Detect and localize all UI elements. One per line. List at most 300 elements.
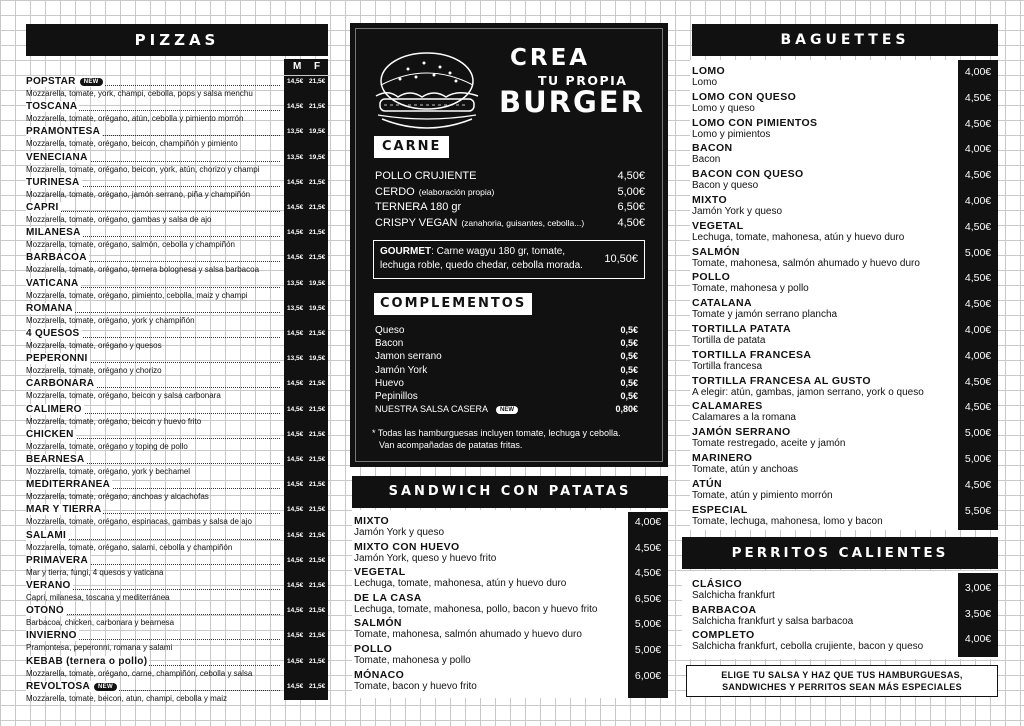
perritos-header [682, 537, 998, 569]
complemento-item [375, 351, 638, 362]
baguettes-title: BAGUETTES [780, 32, 910, 48]
item-name: JAMÓN SERRANO [692, 426, 791, 439]
pizza-description: Mozzarella, tomate, orégano, york y bechamel [26, 467, 191, 476]
menu-item [354, 541, 496, 565]
pizza-name: VATICANA [26, 277, 79, 289]
item-price: 4,50€ [964, 272, 992, 285]
pizza-name: REVOLTOSA NEW [26, 681, 119, 692]
gourmet-description: : Carne wagyu 180 gr, tomate, lechuga roble, quedo chedar, cebolla morada. [380, 246, 583, 271]
gourmet-label: GOURMET [380, 246, 432, 257]
salsa-note-box [686, 665, 998, 697]
item-description: Tomate, mahonesa y pollo [692, 283, 809, 295]
item-description: Tomate, mahonesa, salmón ahumado y huevo duro [354, 629, 582, 641]
item-price: 4,50€ [964, 401, 992, 414]
menu-item [692, 578, 775, 602]
item-price: 5,00€ [634, 618, 662, 631]
pizza-description: Mozzarella, tomate, orégano, atún, cebolla y pimiento morrón [26, 114, 244, 124]
item-price: 5,00€ [964, 246, 992, 259]
pizza-row [26, 429, 328, 454]
item-description: Tomate, mahonesa y pollo [354, 655, 471, 666]
complemento-name: Bacon [375, 338, 404, 350]
carne-name: TERNERA 180 gr [375, 201, 462, 213]
pizza-name: MEDITERRÁNEA [26, 479, 111, 491]
item-description: Tomate restregado, aceite y jamón [692, 438, 846, 450]
complemento-name: Jamon serrano [375, 351, 442, 363]
pizza-name: TURINESA [26, 176, 80, 188]
complemento-item [375, 404, 638, 415]
pizza-row [26, 126, 328, 151]
item-name: COMPLETO [692, 629, 755, 641]
pizza-name: CAPRI [26, 202, 59, 213]
perritos-title: PERRITOS CALIENTES [731, 545, 949, 561]
item-price: 6,50€ [634, 592, 662, 605]
pizza-name: POPSTAR NEW [26, 76, 105, 87]
item-price: 4,50€ [634, 567, 662, 580]
item-description: Lechuga, tomate, mahonesa, atún y huevo duro [354, 578, 567, 590]
pizza-row [26, 303, 328, 328]
item-name: CATALANA [692, 297, 752, 310]
pizza-row [26, 152, 328, 177]
pizza-name: INVIERNO [26, 630, 77, 642]
size-m-label: M [293, 61, 302, 72]
pizza-price-m: 14,5€ [287, 682, 304, 690]
menu-item [692, 629, 923, 653]
item-description: Salchicha frankfurt y salsa barbacoa [692, 615, 854, 627]
pizza-price-f: 21,5€ [309, 430, 326, 438]
item-price: 5,00€ [964, 427, 992, 440]
pizza-row [26, 202, 328, 227]
pizza-price-f: 21,5€ [309, 632, 326, 640]
item-price: 4,00€ [964, 143, 992, 156]
item-name: POLLO [692, 271, 731, 284]
menu-item [692, 426, 845, 450]
item-name: LOMO CON PIMIENTOS [692, 116, 818, 129]
pizza-name: ROMANA [26, 302, 73, 314]
sandwich-list [354, 515, 654, 695]
pizza-price-m: 14,5€ [287, 178, 304, 186]
carne-item [375, 186, 645, 198]
pizza-price-f: 21,5€ [309, 556, 326, 564]
item-name: BACON CON QUESO [692, 168, 804, 181]
item-price: 6,00€ [634, 669, 662, 682]
pizzas-title: PIZZAS [134, 31, 220, 49]
pizza-description: Mozzarella, tomate, orégano, salami, cebolla y champiñón [26, 542, 233, 552]
item-description: Jamón York y queso [692, 206, 783, 217]
pizza-price-m: 13,5€ [287, 304, 304, 312]
pizza-name: TOSCANA [26, 101, 78, 113]
pizza-name: BEARNESA [26, 454, 85, 465]
item-description: Salchicha frankfurt, cebolla crujiente, bacon y queso [692, 641, 924, 652]
menu-item [692, 194, 782, 218]
pizza-price-m: 14,5€ [287, 405, 304, 413]
pizza-row [26, 504, 328, 529]
pizza-description: Mozzarella, tomate, orégano, beicon y huevo frito [26, 416, 202, 426]
menu-item [692, 142, 733, 166]
pizza-price-m: 14,5€ [287, 78, 304, 85]
item-price: 4,50€ [964, 298, 992, 311]
gourmet-price: 10,50€ [604, 253, 638, 265]
item-name: VEGETAL [692, 219, 744, 232]
menu-item [692, 91, 796, 115]
gourmet-box [373, 240, 645, 279]
pizza-row [26, 454, 328, 479]
title-burger: BURGER [499, 85, 645, 119]
pizza-price-m: 14,5€ [287, 456, 304, 463]
pizza-description: Mozzarella, tomate, orégano, beicon y salsa carbonara [26, 391, 221, 401]
menu-item [692, 400, 796, 424]
pizza-row [26, 227, 328, 252]
menu-item [692, 246, 920, 270]
pizza-description: Mozzarella, tomate, orégano, anchoas y alcachofas [26, 492, 209, 502]
sandwich-title: SANDWICH CON PATATAS [388, 484, 632, 499]
pizza-price-f: 21,5€ [309, 330, 326, 337]
pizza-name: PEPERONNI [26, 353, 88, 365]
item-description: Lomo y pimientos [692, 128, 771, 140]
item-description: Calamares a la romana [692, 412, 796, 424]
item-name: MIXTO [692, 194, 728, 206]
item-price: 5,00€ [964, 453, 992, 465]
pizza-description: Mozzarella, tomate, orégano, gambas y salsa de ajo [26, 215, 212, 224]
pizza-price-m: 14,5€ [287, 430, 304, 438]
pizza-price-m: 14,5€ [287, 607, 304, 615]
item-description: Tortilla francesa [692, 360, 763, 372]
item-description: Bacon [692, 154, 721, 166]
menu-item [692, 478, 833, 502]
carne-price: 4,50€ [617, 170, 645, 182]
complemento-name: Pepinillos [375, 391, 418, 402]
item-name: DE LA CASA [354, 591, 422, 604]
item-description: Lomo y queso [692, 102, 755, 114]
complemento-name: Jamón York [375, 364, 428, 376]
carne-item [375, 217, 645, 229]
pizza-row [26, 177, 328, 202]
item-price: 4,50€ [964, 169, 992, 182]
pizza-name: CHICKEN [26, 428, 74, 440]
perritos-list [692, 578, 952, 656]
item-name: LOMO CON QUESO [692, 90, 797, 103]
item-price: 3,50€ [964, 607, 992, 620]
pizza-price-f: 21,5€ [309, 254, 326, 262]
item-price: 4,00€ [964, 195, 992, 207]
carne-name: POLLO CRUJIENTE [375, 170, 477, 182]
pizza-row [26, 278, 328, 303]
menu-item [692, 65, 725, 89]
baguettes-header [692, 24, 998, 56]
complemento-price: 0,5€ [620, 325, 638, 335]
carne-item [375, 170, 645, 182]
item-name: CALAMARES [692, 400, 763, 413]
pizza-price-m: 14,5€ [287, 254, 304, 262]
complemento-item [375, 365, 638, 376]
complemento-name: Huevo [375, 377, 404, 389]
pizza-price-m: 14,5€ [287, 103, 304, 111]
pizza-name: MAR Y TIERRA [26, 504, 102, 516]
pizza-name: VENECIANA [26, 151, 88, 163]
pizza-description: Mozzarella, tomate, orégano, beicon, york, atún, chorizo y champi [26, 164, 260, 174]
pizza-name: SALAMI [26, 529, 67, 541]
pizza-price-m: 14,5€ [287, 229, 304, 237]
pizza-row [26, 656, 328, 681]
pizza-name: PRIMAVERA [26, 554, 88, 566]
menu-item [354, 515, 444, 539]
item-name: TORTILLA PATATA [692, 323, 791, 335]
item-name: MARINERO [692, 452, 753, 464]
new-badge: NEW [94, 683, 117, 691]
pizza-price-m: 13,5€ [287, 279, 304, 287]
complemento-item [375, 378, 638, 389]
item-name: MIXTO CON HUEVO [354, 540, 460, 553]
pizza-name: MILANESA [26, 227, 81, 239]
menu-item [692, 271, 809, 295]
item-name: BACON [692, 142, 733, 155]
pizza-price-f: 21,5€ [309, 607, 326, 615]
menu-item [354, 592, 598, 616]
complemento-item [375, 338, 638, 349]
pizza-row [26, 101, 328, 126]
item-price: 4,50€ [964, 117, 992, 130]
item-description: Tomate, bacon y huevo frito [354, 680, 477, 692]
item-name: MÓNACO [354, 668, 405, 681]
burger-note-line2: Van acompañadas de patatas fritas. [379, 440, 523, 450]
pizza-description: Pramontesa, peperonni, romana y salami [26, 643, 173, 653]
pizza-description: Mozzarella, tomate, orégano, pimiento, cebolla, maiz y champi [26, 290, 248, 300]
item-description: Bacon y queso [692, 180, 759, 192]
pizza-price-f: 21,5€ [309, 78, 326, 85]
item-description: A elegir: atún, gambas, jamon serrano, york o queso [692, 386, 924, 398]
item-price: 4,00€ [634, 516, 662, 528]
pizza-name: VERANO [26, 580, 71, 591]
pizza-description: Mozzarella, tomate, york, champi, cebolla, pops y salsa menchu [26, 89, 253, 98]
pizza-price-m: 14,5€ [287, 556, 304, 564]
pizza-price-m: 14,5€ [287, 582, 304, 589]
pizza-row [26, 630, 328, 655]
item-price: 5,00€ [634, 644, 662, 656]
pizza-price-m: 13,5€ [287, 128, 304, 136]
pizza-name: PRAMONTESA [26, 126, 101, 138]
pizza-price-f: 21,5€ [309, 103, 326, 111]
item-name: ATÚN [692, 477, 722, 490]
pizza-row [26, 353, 328, 378]
pizza-price-m: 14,5€ [287, 204, 304, 211]
menu-item [692, 349, 811, 373]
item-price: 4,50€ [634, 541, 662, 554]
menu-item [692, 117, 817, 141]
carne-name: CRISPY VEGAN [375, 216, 458, 229]
pizza-price-f: 21,5€ [309, 204, 326, 211]
pizza-name: CARBONARA [26, 378, 95, 390]
complemento-price: 0,5€ [620, 377, 638, 388]
item-description: Lechuga, tomate, mahonesa, pollo, bacon y huevo frito [354, 603, 598, 615]
item-name: TORTILLA FRANCESA [692, 348, 812, 361]
menu-item [692, 452, 798, 476]
pizza-description: Mozzarella, tomate, orégano, salmón, cebolla y champiñón [26, 240, 235, 250]
pizza-price-f: 19,5€ [309, 153, 326, 161]
pizza-price-m: 14,5€ [287, 330, 304, 337]
menu-item [692, 323, 791, 347]
item-name: VEGETAL [354, 566, 406, 579]
complemento-price: 0,5€ [620, 351, 638, 362]
pizza-description: Mozzarella, tomate, orégano, jamón serrano, piña y champiñón [26, 189, 251, 199]
item-price: 4,50€ [964, 220, 992, 233]
item-price: 4,00€ [964, 324, 992, 336]
pizza-price-f: 21,5€ [309, 178, 326, 186]
pizza-price-f: 21,5€ [309, 380, 326, 388]
complemento-price: 0,80€ [615, 404, 638, 415]
pizza-name: CALIMERO [26, 403, 82, 415]
item-description: Tortilla de patata [692, 335, 766, 346]
item-price: 4,50€ [964, 478, 992, 491]
pizza-price-m: 14,5€ [287, 481, 304, 489]
pizza-price-f: 21,5€ [309, 531, 326, 539]
pizza-description: Mozzarella, tomate, orégano, york y champiñón [26, 315, 195, 325]
pizza-price-m: 14,5€ [287, 632, 304, 640]
pizza-price-f: 19,5€ [309, 128, 326, 136]
salsa-note-line1: ELIGE TU SALSA Y HAZ QUE TUS HAMBURGUESAS, [721, 670, 963, 680]
complemento-price: 0,5€ [620, 338, 638, 349]
complementos-label: COMPLEMENTOS [374, 293, 532, 315]
pizza-description: Mozzarella, tomate, orégano y quesos [26, 341, 162, 350]
pizza-name: 4 QUESOS [26, 328, 80, 339]
item-description: Lomo [692, 77, 718, 88]
item-name: BARBACOA [692, 603, 757, 616]
item-description: Jamón York, queso y huevo frito [354, 552, 497, 564]
carne-price: 4,50€ [617, 216, 645, 229]
pizza-price-f: 21,5€ [309, 506, 326, 514]
carne-price: 5,00€ [617, 185, 645, 198]
pizza-description: Mozzarella, tomate, orégano y toping de pollo [26, 441, 188, 451]
item-description: Tomate, lechuga, mahonesa, lomo y bacon [692, 515, 883, 527]
complemento-item [375, 391, 638, 402]
item-price: 4,00€ [964, 66, 992, 78]
item-price: 4,50€ [964, 91, 992, 104]
complemento-price: 0,5€ [620, 391, 638, 401]
pizza-description: Mozzarella, tomate, orégano, beicon, champiñón y pimiento [26, 139, 238, 149]
pizza-description: Mozzarella, tomate, orégano, espinacas, gambas y salsa de ajo [26, 517, 252, 527]
menu-item [354, 643, 471, 667]
pizza-price-f: 21,5€ [309, 229, 326, 237]
new-badge: NEW [496, 406, 518, 414]
pizza-row [26, 76, 328, 101]
pizza-price-m: 14,5€ [287, 380, 304, 388]
item-name: ESPECIAL [692, 503, 748, 516]
carne-price: 6,50€ [617, 201, 645, 213]
pizza-price-f: 19,5€ [309, 279, 326, 287]
menu-item [692, 168, 804, 192]
pizza-price-m: 13,5€ [287, 355, 304, 363]
pizza-row [26, 530, 328, 555]
title-crea: CREA [510, 45, 591, 71]
size-f-label: F [314, 61, 321, 72]
new-badge: NEW [80, 78, 103, 86]
pizza-description: Barbacoa, chicken, carbonara y bearnesa [26, 618, 175, 628]
item-name: CLÁSICO [692, 578, 743, 590]
item-description: Tomate, atún y pimiento morrón [692, 489, 833, 501]
menu-item [692, 504, 883, 528]
menu-item [354, 617, 582, 641]
item-price: 4,00€ [964, 349, 992, 362]
pizza-description: Mozzarella, tomate, orégano, ternera bolognesa y salsa barbacoa [26, 265, 260, 275]
pizza-row [26, 252, 328, 277]
pizza-description: Mar y tierra, fungi, 4 quesos y vaticana [26, 567, 164, 577]
pizza-price-f: 21,5€ [309, 405, 326, 413]
pizza-price-m: 13,5€ [287, 153, 304, 161]
item-name: MIXTO [354, 515, 390, 527]
pizza-row [26, 404, 328, 429]
menu-item [354, 566, 566, 590]
pizza-row [26, 605, 328, 630]
item-price: 4,00€ [964, 633, 992, 645]
sandwich-header [352, 476, 668, 508]
item-name: SALMÓN [692, 245, 740, 258]
pizza-price-f: 21,5€ [309, 582, 326, 589]
baguettes-list [692, 65, 992, 527]
pizza-price-f: 21,5€ [309, 481, 326, 489]
item-description: Lechuga, tomate, mahonesa, atún y huevo duro [692, 231, 905, 243]
pizza-price-f: 21,5€ [309, 682, 326, 690]
item-price: 3,00€ [964, 582, 992, 594]
menu-item [692, 297, 837, 321]
pizza-row [26, 580, 328, 605]
pizza-name: KEBAB (ternera o pollo) [26, 655, 148, 667]
item-description: Jamón York y queso [354, 527, 445, 538]
item-price: 4,50€ [964, 375, 992, 388]
pizza-price-f: 19,5€ [309, 355, 326, 363]
item-name: LOMO [692, 65, 726, 77]
pizzas-header [26, 24, 328, 56]
burger-illustration [368, 41, 486, 139]
carne-extra: (elaboración propia) [418, 186, 495, 197]
menu-item [692, 604, 853, 628]
pizza-description: Capri, milanesa, toscana y mediterránea [26, 593, 170, 602]
pizza-price-f: 19,5€ [309, 304, 326, 312]
menu-item [692, 375, 924, 399]
pizza-name: OTOÑO [26, 605, 64, 617]
menu-item [692, 220, 904, 244]
complemento-price: 0,5€ [620, 364, 638, 375]
item-description: Tomate y jamón serrano plancha [692, 309, 838, 321]
pizza-price-f: 21,5€ [309, 657, 326, 665]
carne-label: CARNE [374, 136, 449, 158]
item-name: SALMÓN [354, 617, 402, 630]
pizza-price-m: 14,5€ [287, 531, 304, 539]
complemento-item [375, 325, 638, 336]
carne-extra: (zanahoria, guisantes, cebolla...) [461, 217, 585, 228]
carne-name: CERDO [375, 185, 415, 198]
item-price: 5,50€ [964, 504, 992, 517]
pizza-description: Mozzarella, tomate, orégano y chorizo [26, 366, 162, 376]
pizza-list [26, 58, 328, 703]
pizza-price-m: 14,5€ [287, 506, 304, 514]
pizza-row [26, 479, 328, 504]
item-description: Tomate, atún y anchoas [692, 464, 799, 475]
complemento-name: NUESTRA SALSA CASERA [375, 404, 489, 415]
carne-item [375, 201, 645, 213]
pizza-row [26, 328, 328, 353]
pizza-row [26, 555, 328, 580]
burger-builder-panel [350, 23, 668, 467]
title-tu-propia: TU PROPIA [538, 73, 628, 88]
item-name: POLLO [354, 643, 393, 655]
pizza-price-m: 14,5€ [287, 657, 304, 665]
pizza-name: BARBACOA [26, 252, 87, 264]
menu-item [354, 669, 477, 693]
pizza-row [26, 681, 328, 706]
pizza-price-f: 21,5€ [309, 456, 326, 463]
pizza-description: Mozzarella, tomate, beicon, atun, champi, cebolla y maiz [26, 693, 227, 703]
pizza-row [26, 378, 328, 403]
item-description: Salchicha frankfurt [692, 590, 775, 601]
burger-note-line1: * Todas las hamburguesas incluyen tomate, lechuga y cebolla. [372, 428, 621, 438]
